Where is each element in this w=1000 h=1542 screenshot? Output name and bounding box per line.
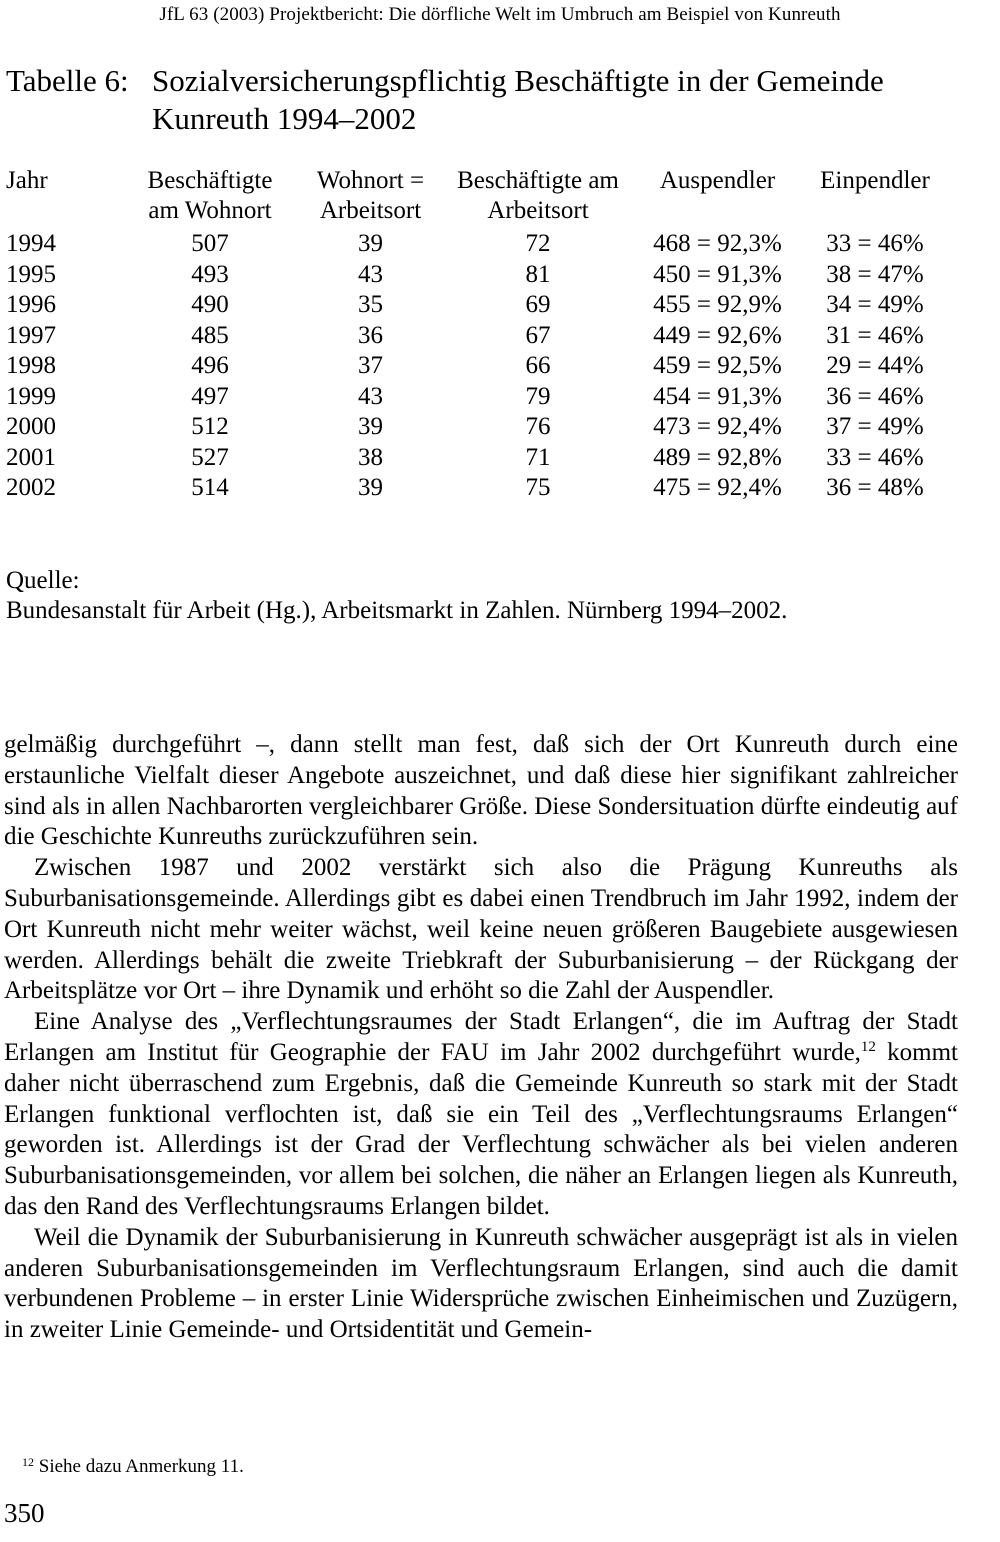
table-row	[0, 413, 1000, 443]
cell-year: 2000	[6, 413, 56, 440]
header-wohnort-line-1: Wohnort =	[316, 167, 425, 194]
cell-wohnort: 39	[358, 413, 383, 440]
paragraph-4: Weil die Dynamik der Suburbanisierung in Kunreuth schwächer ausgeprägt ist als in vielen anderen Suburbanisationsgemeinden im Verflechtungsraum Erlangen, sind auch die damit verbundenen Probleme – in erster Linie Widersprüche zwischen Einheimischen und Zuzügern, in zweiter Linie Gemeinde- und Ortsidentität und Gemein-	[4, 1223, 958, 1344]
cell-year: 2002	[6, 474, 56, 501]
cell-wohnort: 36	[358, 321, 383, 349]
header-arbeitsort-line-1: Beschäftigte am	[457, 167, 619, 194]
cell-auspendler: 475 = 92,4%	[653, 474, 782, 501]
cell-year: 1995	[6, 260, 56, 288]
cell-auspendler: 455 = 92,9%	[653, 291, 782, 318]
cell-einpendler: 33 = 46%	[826, 443, 924, 471]
cell-year: 2001	[6, 443, 56, 471]
body-text	[4, 730, 958, 1346]
cell-year: 1999	[6, 382, 56, 410]
table-row	[0, 322, 1000, 352]
header-arbeitsort-line-2: Arbeitsort	[487, 197, 589, 224]
cell-wohnort: 39	[358, 474, 383, 501]
cell-einpendler: 34 = 49%	[826, 291, 924, 318]
cell-auspendler: 468 = 92,3%	[653, 230, 782, 257]
footnote-reference[interactable]: 12	[860, 1038, 876, 1055]
paragraph-3-part-2: kommt daher nicht überraschend zum Ergebnis, daß die Gemeinde Kunreuth so stark mit der Stadt Erlangen funktional verflochten ist, daß sie ein Teil des „Verflechtungsraums Erlangen“ geworden ist. Allerdings ist der Grad der Verflechtung schwächer als bei vielen anderen Suburbanisationsgemeinden, vor allem bei solchen, die näher an Erlangen liegen als Kunreuth, das den Rand des Verflechtungsraums Erlangen bildet.	[4, 1038, 958, 1220]
header-einpendler: Einpendler	[820, 167, 930, 194]
cell-auspendler: 489 = 92,8%	[653, 443, 782, 471]
paragraph-3-part-1: Eine Analyse des „Verflechtungsraumes der Stadt Erlangen“, die im Auftrag der Stadt Erlangen am Institut für Geographie der FAU im Jahr 2002 durchgeführt wurde,	[4, 1008, 958, 1066]
paragraph-2: Zwischen 1987 und 2002 verstärkt sich also die Prägung Kunreuths als Suburbanisationsgemeinde. Allerdings gibt es dabei einen Trendbruch im Jahr 1992, indem der Ort Kunreuth nicht mehr weiter wächst, weil keine neuen größeren Baugebiete ausgewiesen werden. Allerdings behält die zweite Triebkraft der Suburbanisierung – der Rückgang der Arbeitsplätze vor Ort – ihre Dynamik und erhöht so die Zahl der Auspendler.	[4, 854, 958, 1005]
cell-year: 1997	[6, 321, 56, 349]
table-row	[0, 352, 1000, 382]
cell-auspendler: 473 = 92,4%	[653, 413, 782, 440]
table-label: Tabelle 6:	[6, 63, 129, 98]
cell-beschaeftigte: 496	[191, 352, 229, 379]
cell-arbeitsort: 76	[525, 413, 551, 440]
cell-einpendler: 31 = 46%	[826, 321, 924, 349]
cell-arbeitsort: 81	[525, 260, 551, 288]
cell-wohnort: 35	[358, 291, 383, 318]
cell-wohnort: 43	[358, 382, 383, 410]
cell-wohnort: 37	[358, 352, 383, 379]
footnote	[22, 1455, 244, 1478]
footnote-text: Siehe dazu Anmerkung 11.	[38, 1456, 244, 1477]
cell-beschaeftigte: 507	[191, 230, 229, 257]
cell-arbeitsort: 69	[525, 291, 551, 318]
footnote-number: 12	[22, 1455, 34, 1469]
cell-arbeitsort: 72	[525, 230, 551, 257]
cell-year: 1998	[6, 352, 56, 379]
cell-einpendler: 37 = 49%	[826, 413, 924, 440]
source-text: Bundesanstalt für Arbeit (Hg.), Arbeitsmarkt in Zahlen. Nürnberg 1994–2002.	[6, 597, 788, 624]
cell-beschaeftigte: 485	[191, 321, 229, 349]
paragraph-3	[4, 1007, 958, 1223]
cell-einpendler: 33 = 46%	[826, 230, 924, 257]
table-row	[0, 230, 1000, 260]
header-beschaeftigte-line-2: am Wohnort	[148, 197, 272, 224]
cell-arbeitsort: 79	[525, 382, 551, 410]
cell-year: 1996	[6, 291, 56, 318]
page-number: 350	[4, 1498, 45, 1528]
cell-arbeitsort: 75	[525, 474, 551, 501]
cell-arbeitsort: 67	[525, 321, 551, 349]
table-row	[0, 291, 1000, 321]
cell-beschaeftigte: 514	[191, 474, 229, 501]
table-source	[6, 566, 787, 626]
table-title-line-2: Kunreuth 1994–2002	[152, 101, 417, 136]
cell-wohnort: 43	[358, 260, 383, 288]
table-title-line-1: Sozialversicherungspflichtig Beschäftigte in der Gemeinde	[152, 63, 884, 98]
running-head: JfL 63 (2003) Projektbericht: Die dörfliche Welt im Umbruch am Beispiel von Kunreuth	[159, 4, 841, 25]
cell-auspendler: 449 = 92,6%	[653, 321, 782, 349]
header-auspendler: Auspendler	[659, 167, 776, 194]
cell-arbeitsort: 71	[525, 443, 551, 471]
cell-wohnort: 38	[358, 443, 383, 471]
cell-beschaeftigte: 490	[191, 291, 229, 318]
cell-einpendler: 36 = 48%	[826, 474, 924, 501]
cell-auspendler: 450 = 91,3%	[653, 260, 782, 288]
table-row	[0, 261, 1000, 291]
cell-beschaeftigte: 527	[191, 443, 229, 471]
cell-auspendler: 454 = 91,3%	[653, 382, 782, 410]
paragraph-1: gelmäßig durchgeführt –, dann stellt man fest, daß sich der Ort Kunreuth durch eine erstaunliche Vielfalt dieser Angebote auszeichnet, und daß diese hier signifikant zahlreicher sind als in allen Nachbarorten vergleichbarer Größe. Diese Sondersituation dürfte eindeutig auf die Geschichte Kunreuths zurückzuführen sein.	[4, 731, 958, 851]
table-row	[0, 383, 1000, 413]
cell-arbeitsort: 66	[525, 352, 551, 379]
cell-auspendler: 459 = 92,5%	[653, 352, 782, 379]
cell-einpendler: 29 = 44%	[826, 352, 924, 379]
cell-einpendler: 38 = 47%	[826, 260, 924, 288]
table-row	[0, 444, 1000, 474]
cell-year: 1994	[6, 230, 56, 257]
cell-einpendler: 36 = 46%	[826, 382, 924, 410]
source-label: Quelle:	[6, 567, 80, 594]
cell-beschaeftigte: 493	[191, 260, 229, 288]
table-row	[0, 474, 1000, 504]
header-wohnort-line-2: Arbeitsort	[319, 197, 422, 224]
cell-wohnort: 39	[358, 230, 383, 257]
header-beschaeftigte-line-1: Beschäftigte	[147, 167, 273, 194]
cell-beschaeftigte: 497	[191, 382, 229, 410]
header-jahr: Jahr	[6, 167, 48, 194]
cell-beschaeftigte: 512	[191, 413, 229, 440]
